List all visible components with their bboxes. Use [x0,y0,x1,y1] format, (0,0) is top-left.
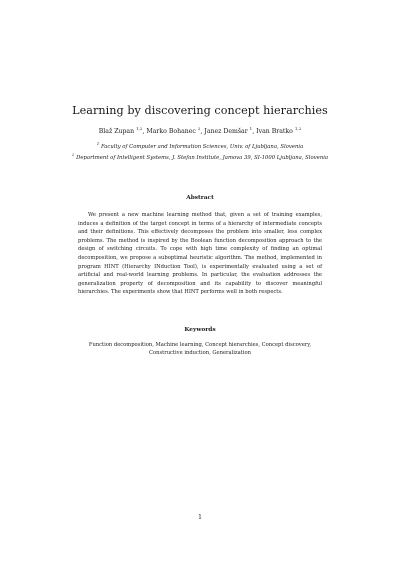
affiliation-1 [0,141,400,150]
author-affiliation-mark: 1 [249,125,253,131]
paper-title: Learning by discovering concept hierarchies [72,104,328,117]
affiliation-mark: 2 [71,152,75,158]
author-list: Blaž Zupan $^{1,2}$, Marko Bohanec $^2$, Janez Demšar $^1$, Ivan Bratko $^{1,2}$ [98,125,302,135]
author-name: Janez Demšar [204,128,248,135]
author-name: Blaž Zupan [98,128,135,135]
author-affiliation-mark: 2 [197,125,201,131]
affiliation-2 [0,152,400,161]
affiliation-mark: 1 [96,141,100,147]
affiliation-text: Faculty of Computer and Information Sciences, Univ. of Ljubljana, Slovenia [100,144,304,150]
author-affiliation-mark: 1,2 [294,125,302,131]
abstract-body: We present a new machine learning method that, given a set of training examples, induces a definition of the target concept in terms of a hierarchy of intermediate concepts and their definitions. This effectively decomposes the problem into smaller, less complex problems. The method is inspired by the Boolean function decomposition approach to the design of switching circuits. To cope with high time complexity of finding an optimal decomposition, we propose a suboptimal heuristic algorithm. The method, implemented in program HINT (Hierarchy INduction Tool), is experimentally evaluated using a set of artificial and real-world learning problems. In particular, the evaluation addresses the generalization property of decomposition and its capability to discover meaningful hierarchies. The experiments show that HINT performs well in both respects. [78,212,322,296]
author-name: Ivan Bratko [256,128,293,135]
author-name: Marko Bohanec [146,128,196,135]
author-affiliation-mark: 1,2 [136,125,143,131]
abstract-heading: Abstract [186,195,214,201]
page-number: 1 [198,514,202,521]
keywords-list: Function decomposition, Machine learning, Concept hierarchies, Concept discovery, Constructive induction, Generalization [88,342,312,357]
keywords-heading: Keywords [184,327,216,333]
affiliation-text: Department of Intelligent Systems, J. Stefan Institute, Jamova 39, SI-1000 Ljubljana, Slovenia [76,155,329,161]
